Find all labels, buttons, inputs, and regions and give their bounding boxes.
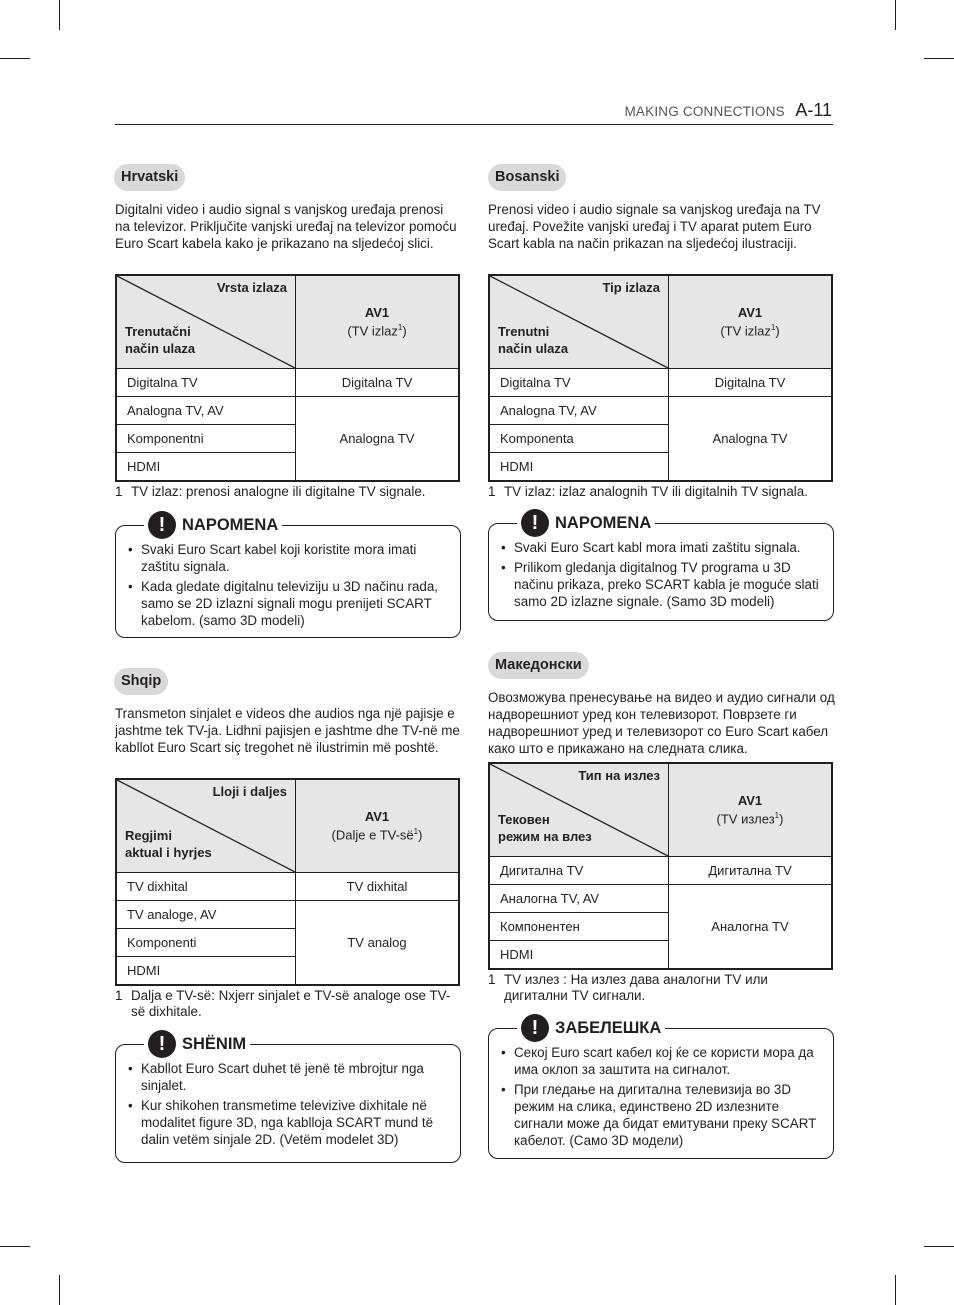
table-row-label: Analogna TV, AV [489,397,669,425]
input-mode-label: Trenutni način ulaza [498,324,569,356]
page-number: A-11 [795,100,832,120]
note-item: • Kada gledate digitalnu televiziju u 3D načinu rada, samo se 2D izlazni signali mogu prenijeti SCART kabelom. (samo 3D modeli) [128,578,452,629]
note-item: • Секој Euro scart кабел кој ќе се користи мора да има оклоп за заштита на сигналот. [501,1044,825,1078]
footnote: 1 Dalja e TV-së: Nxjerr sinjalet e TV-së analoge ose TV-së dixhitale. [115,988,451,1019]
intro-paragraph: Prenosi video i audio signale sa vanjskog uređaja na TV uređaj. Povežite vanjski uređaj i TV aparat putem Euro Scart kabla na način prikazan na sljedećoj ilustraciji. [488,202,821,251]
table-cell-value: Analogna TV [296,397,460,482]
language-badge-hrvatski: Hrvatski [114,164,185,191]
table-row-label: Компонентен [489,913,669,941]
note-item: • Svaki Euro Scart kabl mora imati zaštitu signala. [501,539,825,556]
note-box [488,1017,834,1159]
table-row-label: TV dixhital [116,873,296,901]
warning-icon: ! [148,1030,176,1058]
av1-header [296,779,460,873]
intro-paragraph: Овозможува пренесување на видео и аудио сигнали од надворешниот уред кон телевизорот. Поврзете ги надворешниот уред и телевизорот со Euro Scart кабел како што е прикажано на следната слика. [488,690,835,756]
language-badge-shqip: Shqip [114,668,168,695]
input-mode-label: Trenutačni način ulaza [125,324,196,356]
note-box [488,512,834,621]
av1-label: AV1 [364,305,390,321]
av1-header [669,275,833,369]
av1-label: AV1 [737,305,763,321]
note-list [128,541,452,632]
note-item: • Prilikom gledanja digitalnog TV programa u 3D načinu prikaza, preko SCART kabla je moguće slati samo 2D izlazne signale. (Samo 3D modeli) [501,559,825,610]
table-row-label: Digitalna TV [116,369,296,397]
page-header [624,100,832,121]
table-cell-value: TV analog [296,901,460,986]
output-type-label: Vrsta izlaza [216,280,287,295]
table-row-label: Дигитална TV [489,857,669,885]
table-row-label: Analogna TV, AV [116,397,296,425]
note-header [144,508,282,542]
intro-paragraph: Digitalni video i audio signal s vanjskog uređaja prenosi na televizor. Priključite vanjski uređaj na televizor pomoću Euro Scart kabela kako je prikazano na sljedećoj slici. [115,202,457,251]
footnote: 1 TV izlaz: prenosi analogne ili digitalne TV signale. [115,484,426,499]
av1-label: AV1 [737,793,763,809]
note-title: SHËNIM [182,1034,247,1053]
table-row-label: Komponenti [116,929,296,957]
output-type-label: Тип на излез [578,768,660,783]
note-list [501,1044,825,1152]
note-list [128,1060,452,1151]
note-item: • Svaki Euro Scart kabel koji koristite mora imati zaštitu signala. [128,541,452,575]
footnote: 1 TV izlaz: izlaz analognih TV ili digitalnih TV signala. [488,484,808,499]
table-row-label: Komponentni [116,425,296,453]
connection-table [488,274,833,482]
note-title: NAPOMENA [182,515,279,534]
av1-sublabel: (TV излез$^1$) [716,811,784,827]
note-item: • Kabllot Euro Scart duhet të jenë të mbrojtur nga sinjalet. [128,1060,452,1094]
table-cell-value: Digitalna TV [669,369,833,397]
output-type-label: Lloji i daljes [212,784,287,799]
crop-mark [895,0,896,30]
connection-table [115,778,460,986]
table-cell-value: Digitalna TV [296,369,460,397]
connection-table [488,762,833,970]
table-corner-header [117,780,295,872]
language-badge-bosanski: Bosanski [488,164,566,191]
av1-header [669,763,833,857]
header-rule [115,124,833,125]
table-corner-header [490,764,668,856]
crop-mark [59,1275,60,1305]
language-badge-makedonski: Македонски [488,652,589,679]
crop-mark [895,1275,896,1305]
av1-sublabel: (Dalje e $TV-së^1$) [331,827,423,843]
table-row-label: Digitalna TV [489,369,669,397]
output-type-label: Tip izlaza [602,280,660,295]
crop-mark [0,1246,30,1247]
warning-icon: ! [521,509,549,537]
table-cell-value: Дигитална TV [669,857,833,885]
note-item: • При гледање на дигитална телевизија во 3D режим на слика, единствено 2D излезните сигнали може да бидат емитувани преку SCART кабелот. (Само 3D модели) [501,1081,825,1149]
warning-icon: ! [521,1014,549,1042]
note-list [501,539,825,613]
footnote: 1 TV излез : На излез дава аналогни TV или дигитални TV сигнали. [488,972,768,1003]
table-row-label: HDMI [489,941,669,970]
table-corner-header [117,276,295,368]
table-row-label: HDMI [116,453,296,482]
note-box [115,514,461,638]
av1-label: AV1 [364,809,390,825]
note-title: ЗАБЕЛЕШКА [555,1018,662,1037]
table-cell-value: TV dixhital [296,873,460,901]
note-box [115,1033,461,1163]
av1-sublabel: (TV izlaz$^1$) [720,323,780,339]
note-item: • Kur shikohen transmetime televizive dixhitale në modalitet figure 3D, nga kablloja SCART mund të dalin vetëm sinjale 2D. (Vetëm modelet 3D) [128,1097,452,1148]
input-mode-label: Тековен режим на влез [498,812,592,844]
table-row-label: Komponenta [489,425,669,453]
intro-paragraph: Transmeton sinjalet e videos dhe audios nga një pajisje e jashtme tek TV-ja. Lidhni pajisjen e jashtme dhe TV-në me kabllot Euro Scart siç tregohet në ilustrimin më poshtë. [115,706,460,755]
table-cell-value: Аналогна TV [669,885,833,970]
crop-mark [59,0,60,30]
warning-icon: ! [148,511,176,539]
note-header [144,1027,250,1061]
av1-sublabel: (TV izlaz$^1$) [347,323,407,339]
av1-header [296,275,460,369]
table-row-label: TV analoge, AV [116,901,296,929]
table-row-label: HDMI [116,957,296,986]
table-row-label: Аналогна TV, AV [489,885,669,913]
crop-mark [924,58,954,59]
table-row-label: HDMI [489,453,669,482]
table-cell-value: Analogna TV [669,397,833,482]
input-mode-label: Regjimi aktual i hyrjes [125,828,212,860]
note-header [517,1011,665,1045]
note-header [517,506,655,540]
note-title: NAPOMENA [555,513,652,532]
section-title: MAKING CONNECTIONS [624,104,785,119]
connection-table [115,274,460,482]
table-corner-header [490,276,668,368]
crop-mark [0,58,30,59]
crop-mark [924,1246,954,1247]
